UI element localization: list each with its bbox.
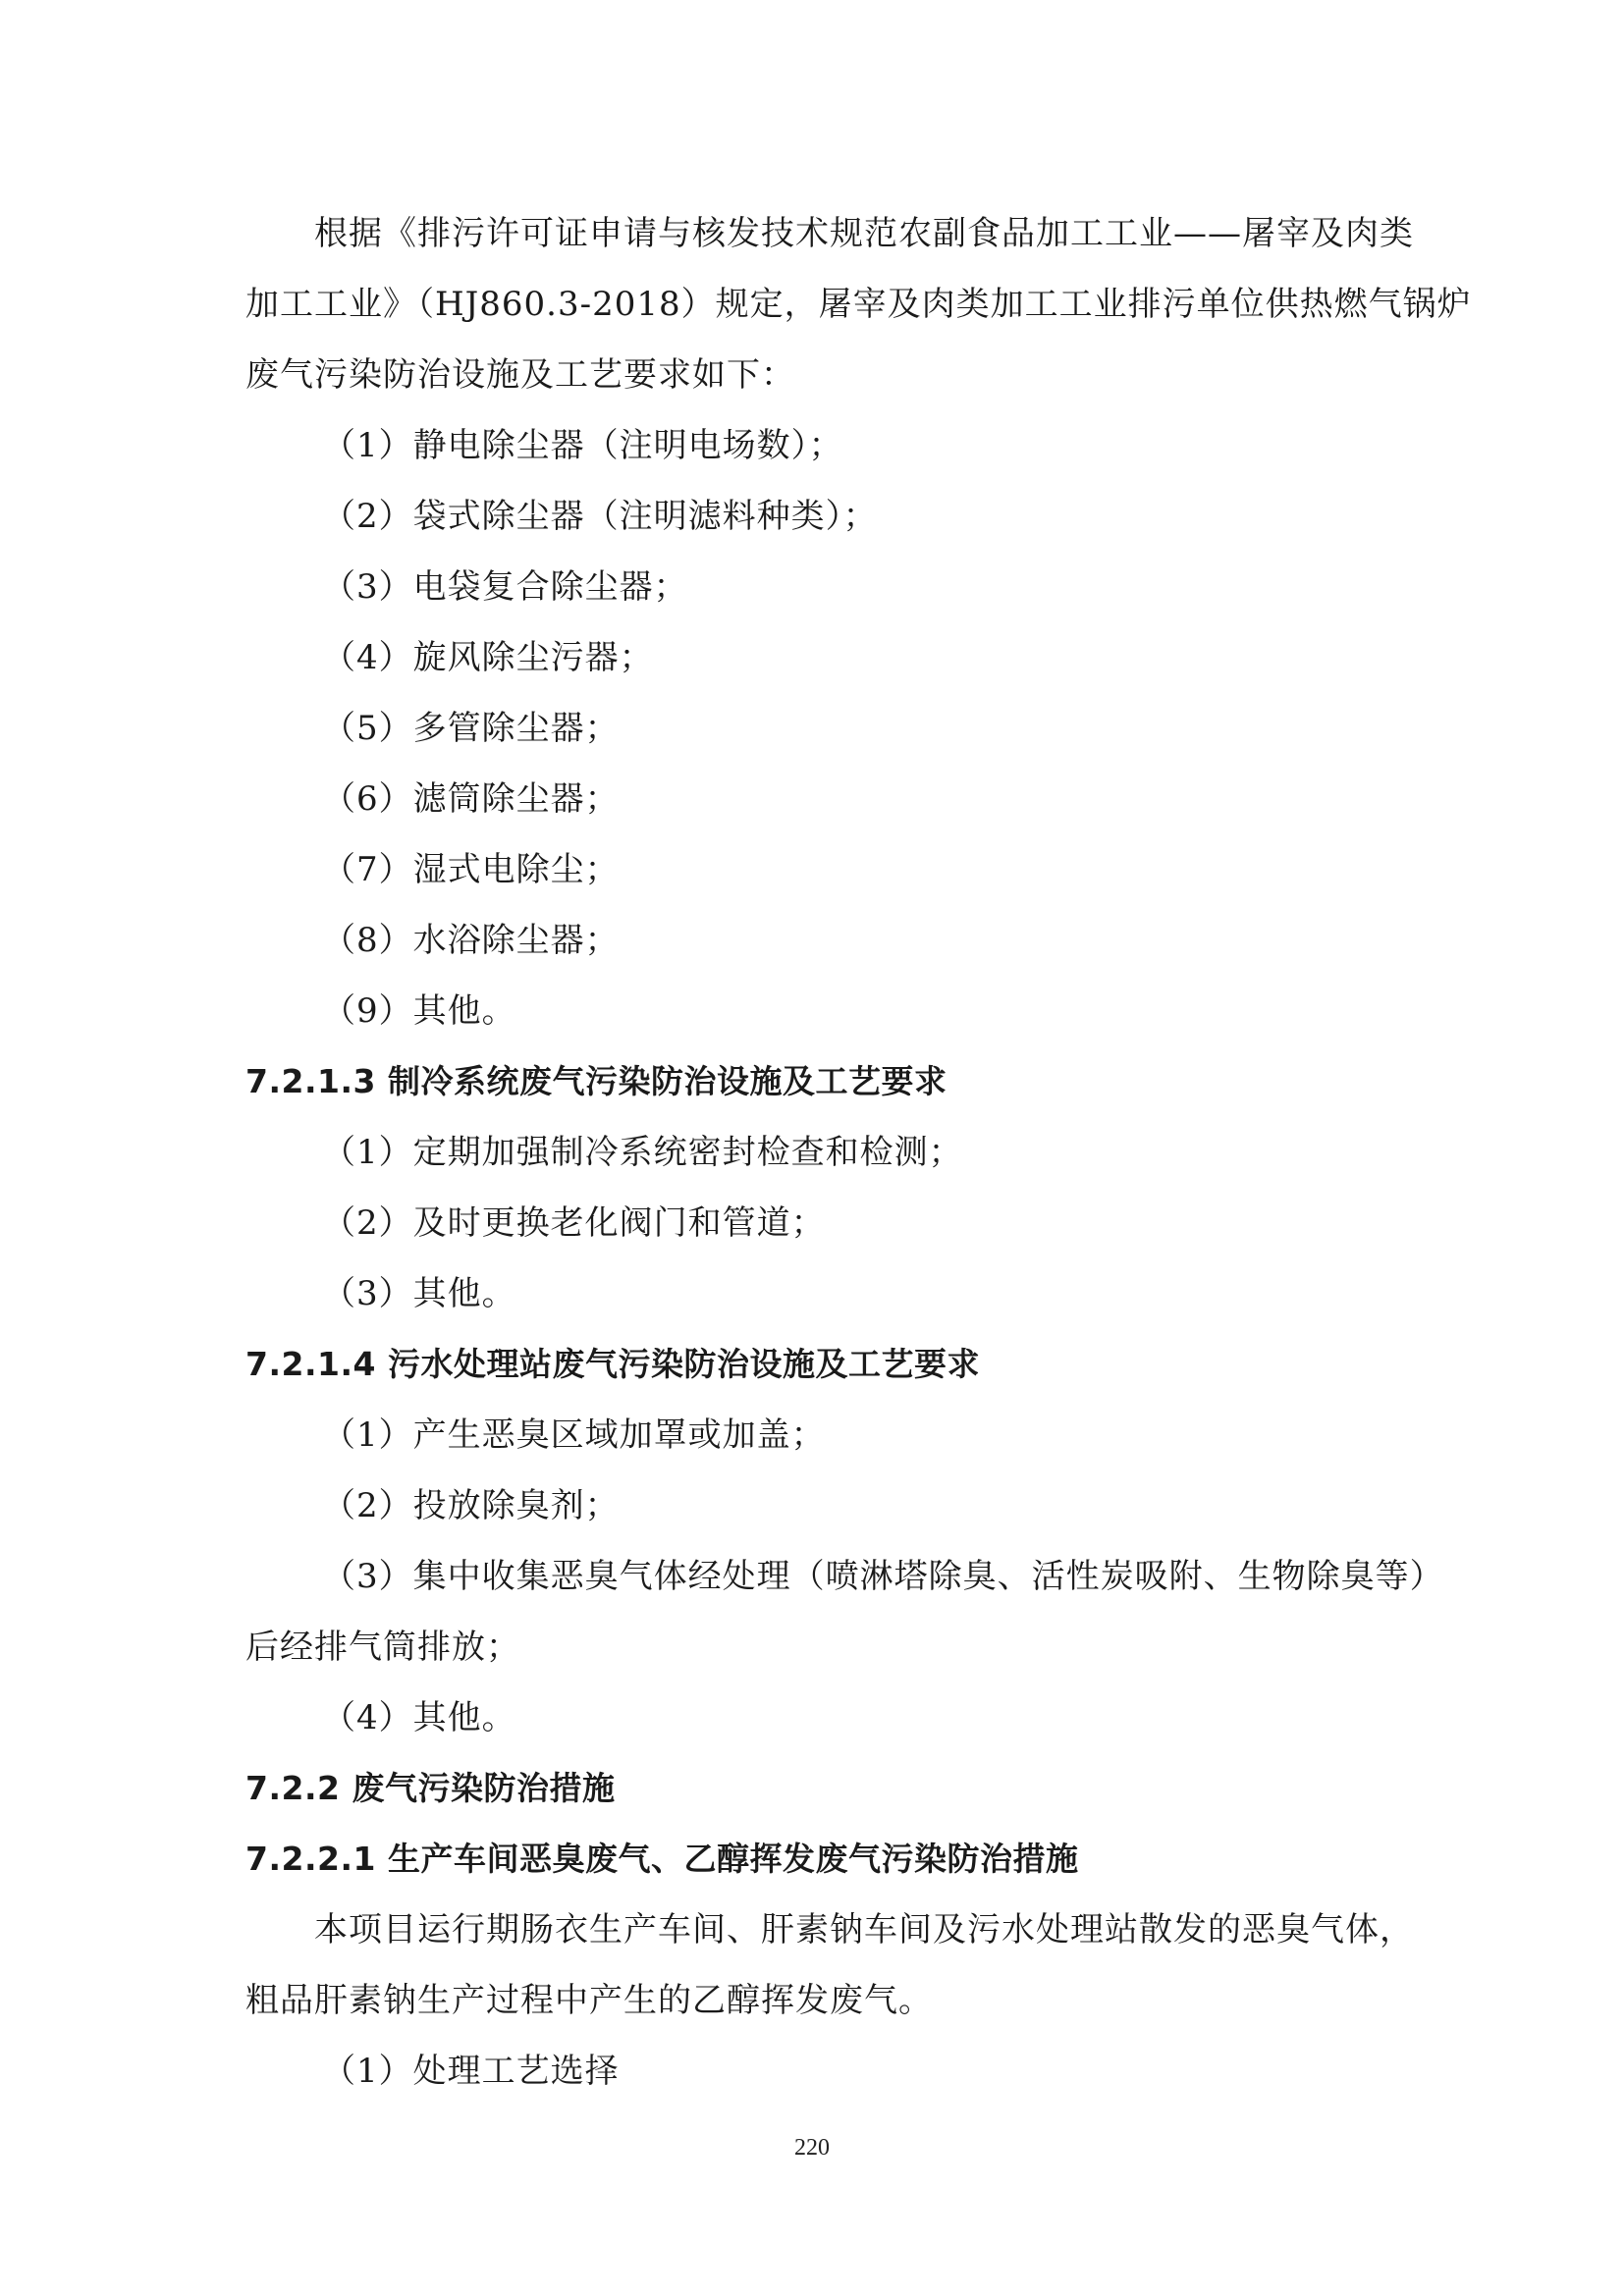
- boiler-item-6: （6）滤筒除尘器；: [322, 779, 620, 819]
- section-7221-para-line-2: 粗品肝素钠生产过程中产生的乙醇挥发废气。: [245, 1981, 933, 2020]
- page-number: 220: [794, 2135, 830, 2161]
- boiler-item-2: （2）袋式除尘器（注明滤料种类）；: [322, 497, 878, 536]
- boiler-item-3: （3）电袋复合除尘器；: [322, 567, 688, 607]
- intro-line-3: 废气污染防治设施及工艺要求如下：: [245, 355, 795, 395]
- boiler-item-8: （8）水浴除尘器；: [322, 921, 620, 960]
- refrigeration-item-2: （2）及时更换老化阀门和管道；: [322, 1203, 826, 1243]
- intro-line-1: 根据《排污许可证申请与核发技术规范农副食品加工工业——屠宰及肉类: [314, 214, 1414, 253]
- wastewater-item-3: （3）集中收集恶臭气体经处理（喷淋塔除臭、活性炭吸附、生物除臭等）: [322, 1557, 1444, 1596]
- section-7221-item-1: （1）处理工艺选择: [322, 2052, 620, 2091]
- section-heading-7221: 7.2.2.1 生产车间恶臭废气、乙醇挥发废气污染防治措施: [245, 1840, 1079, 1878]
- refrigeration-item-1: （1）定期加强制冷系统密封检查和检测；: [322, 1133, 963, 1172]
- intro-line-2: 加工工业》（HJ860.3-2018）规定，屠宰及肉类加工工业排污单位供热燃气锅炉: [245, 285, 1472, 324]
- boiler-item-1: （1）静电除尘器（注明电场数）；: [322, 426, 843, 465]
- section-7221-para-line-1: 本项目运行期肠衣生产车间、肝素钠车间及污水处理站散发的恶臭气体，: [314, 1910, 1414, 1949]
- section-heading-7213: 7.2.1.3 制冷系统废气污染防治设施及工艺要求: [245, 1062, 947, 1100]
- boiler-item-9: （9）其他。: [322, 991, 516, 1031]
- wastewater-item-2: （2）投放除臭剂；: [322, 1486, 620, 1525]
- wastewater-item-1: （1）产生恶臭区域加罩或加盖；: [322, 1415, 826, 1455]
- section-heading-722: 7.2.2 废气污染防治措施: [245, 1769, 616, 1807]
- boiler-item-4: （4）旋风除尘污器；: [322, 638, 654, 677]
- boiler-item-5: （5）多管除尘器；: [322, 709, 620, 748]
- section-heading-7214: 7.2.1.4 污水处理站废气污染防治设施及工艺要求: [245, 1345, 980, 1383]
- refrigeration-item-3: （3）其他。: [322, 1274, 516, 1313]
- wastewater-item-3-continued: 后经排气筒排放；: [245, 1628, 520, 1667]
- wastewater-item-4: （4）其他。: [322, 1698, 516, 1737]
- boiler-item-7: （7）湿式电除尘；: [322, 850, 620, 889]
